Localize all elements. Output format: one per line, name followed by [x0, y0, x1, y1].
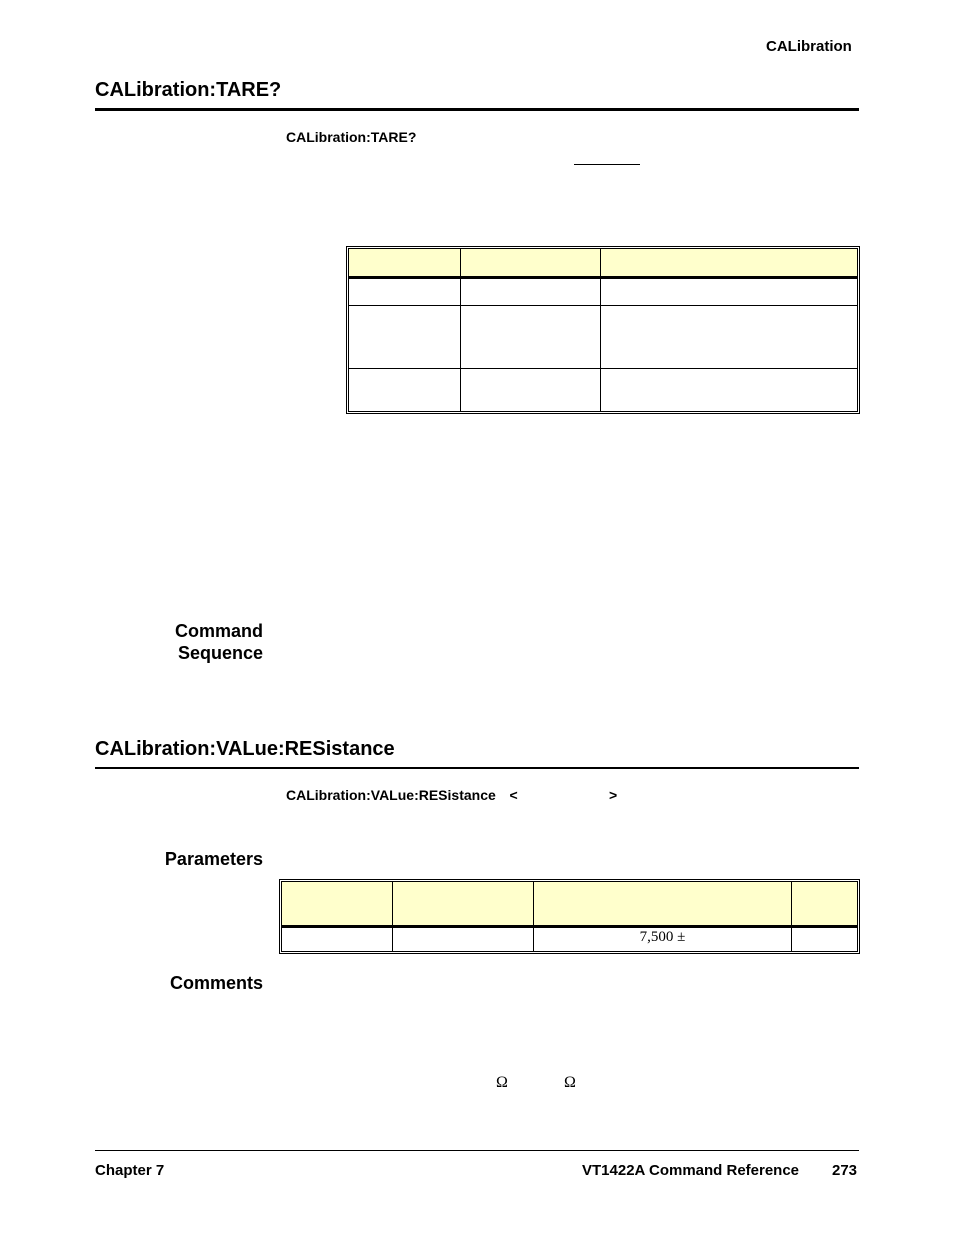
parameter-table-header-row [282, 882, 857, 925]
underline-mark [574, 164, 640, 165]
value-resistance-syntax: CALibration:VALue:RESistance < [286, 787, 518, 803]
table-divider [349, 368, 857, 369]
omega-symbol: Ω [496, 1074, 508, 1091]
footer-page-number: 273 [832, 1162, 858, 1179]
tare-table-header-row [349, 249, 857, 276]
footer-title: VT1422A Command Reference [582, 1162, 800, 1179]
comments-label: Comments [169, 973, 263, 993]
table-divider [791, 882, 792, 951]
footer-rule [95, 1150, 859, 1151]
syntax-close-bracket: > [609, 787, 618, 803]
section-rule [95, 767, 859, 769]
tare-syntax: CALibration:TARE? [286, 129, 417, 145]
table-divider [460, 249, 461, 411]
table-divider [392, 882, 393, 951]
tare-table [346, 246, 860, 414]
table-divider [282, 925, 857, 928]
section-rule [95, 108, 859, 111]
parameter-table [279, 879, 860, 954]
footer-chapter: Chapter 7 [95, 1162, 165, 1179]
command-sequence-label: Command Sequence [174, 621, 263, 663]
range-cell: 7,500 ± [639, 929, 686, 945]
table-divider [600, 249, 601, 411]
table-divider [349, 276, 857, 279]
parameters-label: Parameters [164, 849, 263, 869]
table-divider [349, 305, 857, 306]
section-title-value-resistance: CALibration:VALue:RESistance [95, 738, 395, 760]
section-title-tare: CALibration:TARE? [95, 79, 282, 101]
running-header: CALibration [766, 38, 852, 55]
omega-symbol: Ω [564, 1074, 576, 1091]
